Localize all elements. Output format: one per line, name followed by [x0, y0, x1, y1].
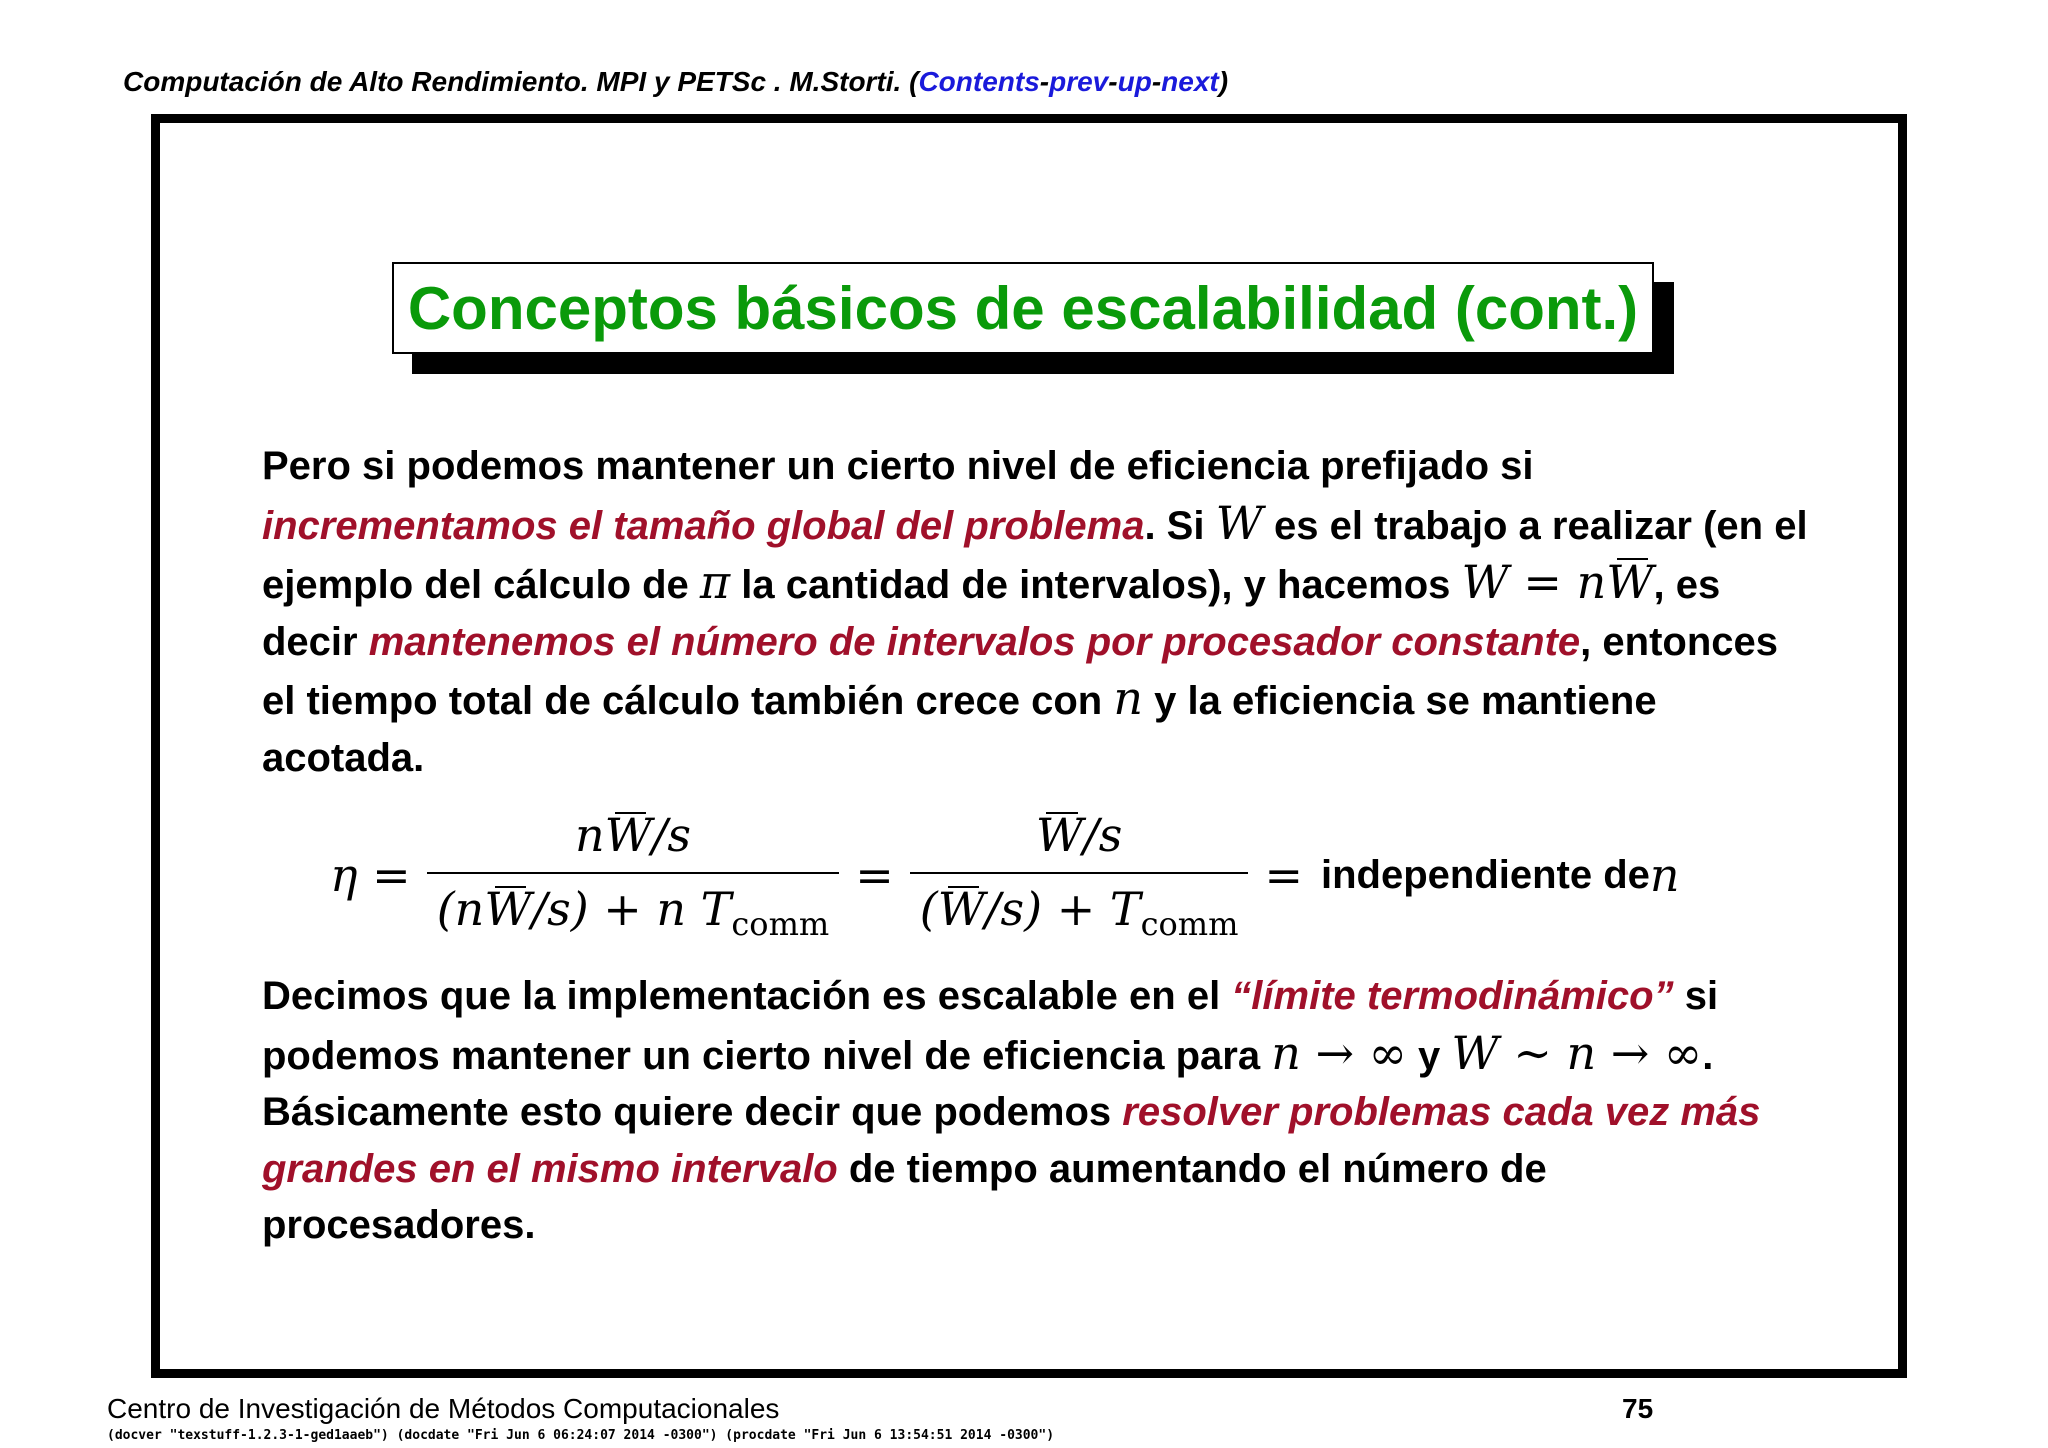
- eq-part: /s) + n T: [531, 881, 732, 936]
- text: . Básicamente esto quiere decir que podemos: [262, 1033, 1714, 1134]
- emphasis: mantenemos el número de intervalos por procesador constante: [368, 619, 1581, 664]
- emphasis: “límite termodinámico”: [1231, 974, 1674, 1018]
- math-limit: W ∼ n → ∞: [1451, 1025, 1703, 1080]
- eq-w-bar: W: [484, 881, 532, 936]
- nav-separator: -: [1108, 66, 1118, 97]
- math-n: n: [1113, 671, 1143, 725]
- fraction-2-denominator: [910, 872, 1249, 943]
- page-number: 75: [1622, 1393, 1654, 1424]
- eq-subscript: comm: [1140, 904, 1239, 943]
- math-n: n: [1576, 555, 1607, 609]
- nav-separator: -: [1151, 66, 1162, 97]
- eq-part: /s) + T: [985, 881, 1141, 936]
- eq-part: (: [919, 881, 938, 936]
- running-header: [123, 66, 1228, 98]
- emphasis: resolver problemas cada vez más grandes en el mismo intervalo: [262, 1090, 1761, 1191]
- slide-title: Conceptos básicos de escalabilidad (cont.): [407, 274, 1639, 342]
- text: Pero si podemos mantener un cierto nivel de eficiencia prefijado si: [262, 444, 1534, 488]
- math-w: W: [1215, 495, 1263, 550]
- eq-part: (n: [436, 881, 485, 936]
- eq-equals: =: [1264, 848, 1303, 902]
- fraction-1-denominator: [427, 872, 840, 943]
- paragraph-2: [262, 968, 1822, 1254]
- eq-over-s: /s: [1083, 807, 1123, 862]
- doc-version-info: (docver "texstuff-1.2.3-1-ged1aaeb") (docdate "Fri Jun 6 06:24:07 2014 -0300") (procdate "Fri Jun 6 13:54:51 2014 -0300"): [107, 1428, 1055, 1443]
- fraction-2: [910, 808, 1249, 943]
- math-pi: π: [699, 555, 731, 609]
- nav-next-link[interactable]: next: [1161, 66, 1219, 97]
- eq-subscript: comm: [731, 904, 830, 943]
- eq-w-bar: W: [604, 807, 652, 862]
- text: , es decir: [262, 563, 1721, 664]
- text: Decimos que la implementación es escalable en el: [262, 974, 1232, 1018]
- fraction-1-numerator: [565, 808, 701, 872]
- fraction-1: [427, 808, 840, 943]
- header-close-paren: ): [1218, 66, 1229, 97]
- footer-institution: Centro de Investigación de Métodos Computacionales: [107, 1393, 780, 1424]
- eq-over-s: /s: [651, 807, 691, 862]
- eq-w-bar: W: [1035, 807, 1084, 862]
- eq-lhs: η =: [330, 848, 411, 902]
- nav-contents-link[interactable]: Contents: [918, 66, 1040, 97]
- eq-equals: =: [855, 848, 894, 902]
- text: la cantidad de intervalos), y hacemos: [730, 563, 1462, 607]
- text: es el trabajo a realizar (en el ejemplo del cálculo de: [262, 503, 1808, 607]
- math-w: W: [1461, 555, 1509, 609]
- fraction-2-numerator: [1026, 808, 1132, 872]
- text: y: [1406, 1033, 1452, 1078]
- eq-rhs-text: independiente de: [1320, 852, 1650, 897]
- eq-n: n: [574, 807, 605, 862]
- nav-prev-link[interactable]: prev: [1049, 66, 1109, 97]
- text: , entonces el tiempo total de cálculo también crece con: [262, 619, 1778, 723]
- eq-w-bar: W: [937, 881, 986, 936]
- math-limit: n → ∞: [1271, 1025, 1407, 1080]
- text: de tiempo aumentando el número de procesadores.: [262, 1146, 1547, 1247]
- math-equals: =: [1508, 555, 1577, 609]
- emphasis: incrementamos el tamaño global del problema: [262, 503, 1145, 548]
- math-w-bar: W: [1606, 555, 1654, 609]
- nav-up-link[interactable]: up: [1117, 66, 1152, 97]
- text: . Si: [1144, 503, 1216, 548]
- text: y la eficiencia se mantiene acotada.: [262, 679, 1657, 780]
- header-title: Computación de Alto Rendimiento. MPI y PETSc . M.Storti. (: [123, 66, 919, 97]
- paragraph-1: [262, 438, 1822, 786]
- eq-rhs-var: n: [1649, 848, 1680, 902]
- nav-separator: -: [1039, 66, 1050, 97]
- text: si podemos mantener un cierto nivel de eficiencia para: [262, 974, 1719, 1078]
- title-box: [392, 262, 1654, 354]
- efficiency-equation: [330, 800, 1680, 950]
